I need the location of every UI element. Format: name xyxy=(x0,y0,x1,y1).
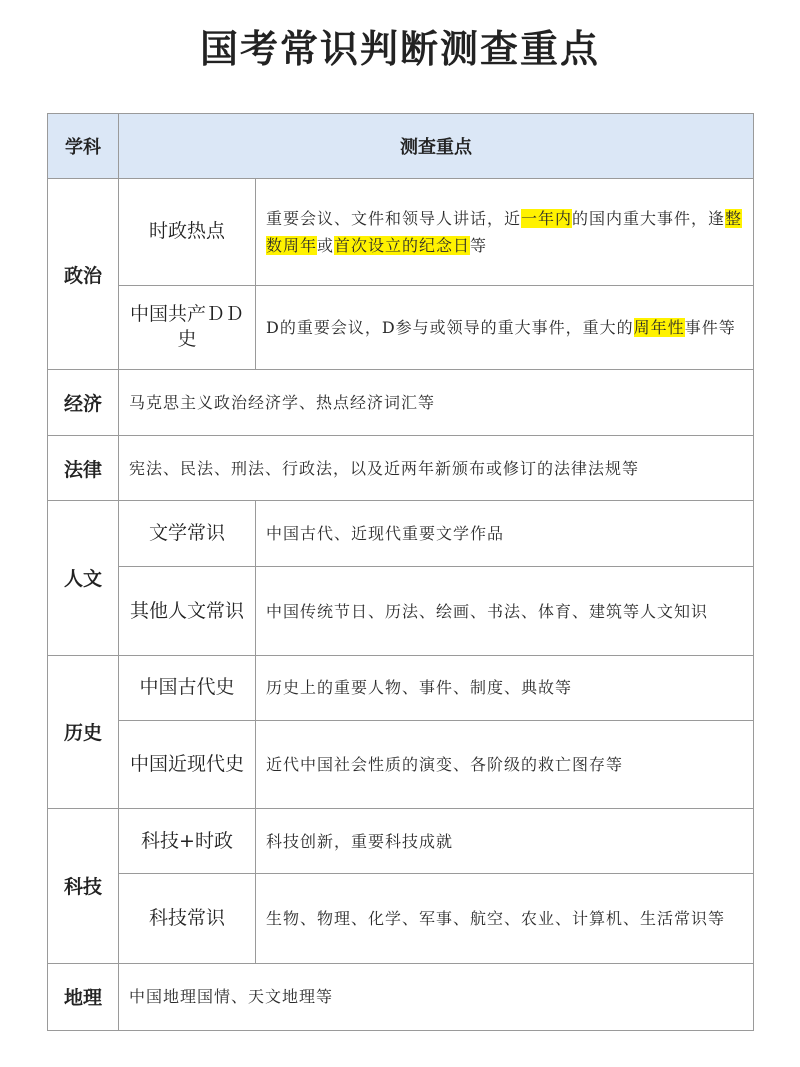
desc-tech-knowledge: 生物、物理、化学、军事、航空、农业、计算机、生活常识等 xyxy=(256,874,754,963)
desc-ancient-history: 历史上的重要人物、事件、制度、典故等 xyxy=(256,655,754,720)
desc-tech-affairs: 科技创新，重要科技成就 xyxy=(256,809,754,874)
topic-literature: 文学常识 xyxy=(119,501,256,567)
subject-history: 历史 xyxy=(48,655,119,808)
table-row xyxy=(48,567,754,655)
desc-party-history xyxy=(256,285,754,369)
subject-politics: 政治 xyxy=(48,179,119,370)
table-row xyxy=(48,369,754,435)
desc-other-humanities: 中国传统节日、历法、绘画、书法、体育、建筑等人文知识 xyxy=(256,567,754,655)
text-segment: 或 xyxy=(317,235,335,255)
desc-law: 宪法、民法、刑法、行政法，以及近两年新颁布或修订的法律法规等 xyxy=(119,436,754,501)
topic-tech-affairs: 科技+时政 xyxy=(119,809,256,874)
desc-economy: 马克思主义政治经济学、热点经济词汇等 xyxy=(119,369,754,435)
highlight-text: 一年内 xyxy=(521,208,573,228)
subject-law: 法律 xyxy=(48,436,119,501)
topic-other-humanities: 其他人文常识 xyxy=(119,567,256,655)
subject-geography: 地理 xyxy=(48,963,119,1030)
table-row xyxy=(48,809,754,874)
subject-tech: 科技 xyxy=(48,809,119,963)
desc-literature: 中国古代、近现代重要文学作品 xyxy=(256,501,754,567)
table-header-row xyxy=(48,114,754,179)
subject-humanities: 人文 xyxy=(48,501,119,655)
highlight-text: 首次设立的纪念日 xyxy=(334,235,471,255)
highlight-text: 整数周年 xyxy=(266,208,743,255)
table-row xyxy=(48,963,754,1030)
table-row xyxy=(48,285,754,369)
table-row xyxy=(48,720,754,808)
table-row xyxy=(48,874,754,963)
topic-current-affairs: 时政热点 xyxy=(119,179,256,285)
header-focus: 测查重点 xyxy=(119,114,754,179)
text-segment: D的重要会议，D参与或领导的重大事件，重大的 xyxy=(266,317,634,337)
exam-focus-table xyxy=(47,113,754,1031)
page-title: 国考常识判断测查重点 xyxy=(199,27,600,71)
topic-tech-knowledge: 科技常识 xyxy=(119,874,256,963)
table-row xyxy=(48,179,754,285)
topic-ancient-history: 中国古代史 xyxy=(119,655,256,720)
desc-modern-history: 近代中国社会性质的演变、各阶级的救亡图存等 xyxy=(256,720,754,808)
desc-geography: 中国地理国情、天文地理等 xyxy=(119,963,754,1030)
table-row xyxy=(48,501,754,567)
table-row xyxy=(48,655,754,720)
text-segment: 事件等 xyxy=(684,317,736,337)
text-segment: 重要会议、文件和领导人讲话，近 xyxy=(266,208,522,228)
topic-modern-history: 中国近现代史 xyxy=(119,720,256,808)
table-row xyxy=(48,436,754,501)
topic-party-history: 中国共产ＤＤ史 xyxy=(119,285,256,369)
text-segment: 等 xyxy=(470,235,488,255)
header-subject: 学科 xyxy=(48,114,119,179)
text-segment: 的国内重大事件，逢 xyxy=(572,208,726,228)
highlight-text: 周年性 xyxy=(633,317,685,337)
desc-current-affairs xyxy=(256,179,754,285)
subject-economy: 经济 xyxy=(48,369,119,435)
